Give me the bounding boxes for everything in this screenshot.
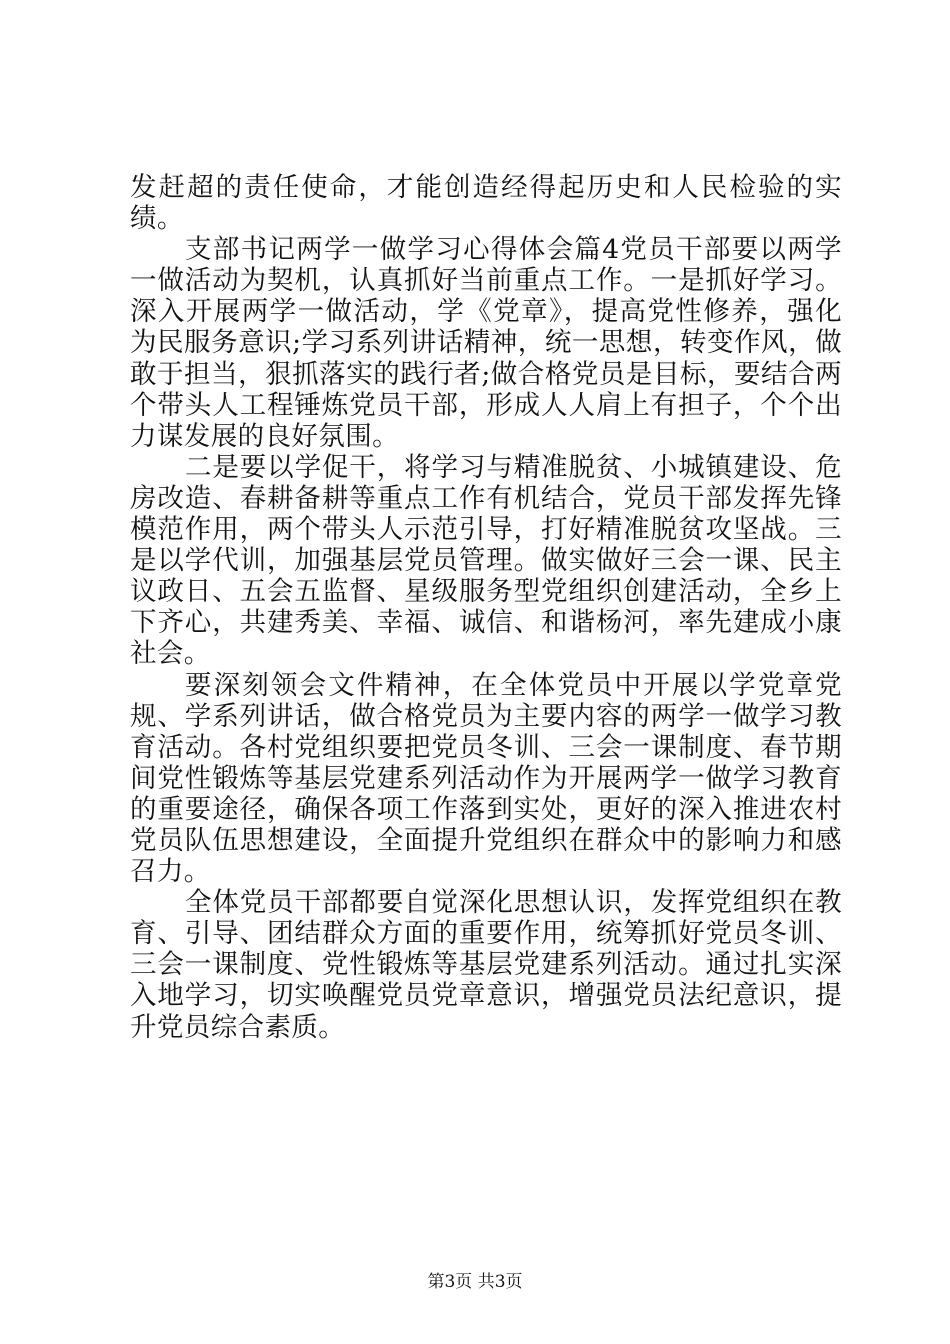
page-footer	[0, 1272, 950, 1292]
paragraph-continuation: 发赶超的责任使命，才能创造经得起历史和人民检验的实绩。	[130, 172, 842, 235]
paragraph-3: 要深刻领会文件精神，在全体党员中开展以学党章党规、学系列讲话，做合格党员为主要内容的两学一做学习教育活动。各村党组织要把党员冬训、三会一课制度、春节期间党性锻炼等基层党建系列活动作为开展两学一做学习教育的重要途径，确保各项工作落到实处，更好的深入推进农村党员队伍思想建设，全面提升党组织在群众中的影响力和感召力。	[130, 669, 842, 888]
paragraph-2: 二是要以学促干，将学习与精准脱贫、小城镇建设、危房改造、春耕备耕等重点工作有机结合，党员干部发挥先锋模范作用，两个带头人示范引导，打好精准脱贫攻坚战。三是以学代训，加强基层党员管理。做实做好三会一课、民主议政日、五会五监督、星级服务型党组织创建活动，全乡上下齐心，共建秀美、幸福、诚信、和谐杨河，率先建成小康社会。	[130, 451, 842, 670]
paragraph-1: 支部书记两学一做学习心得体会篇4党员干部要以两学一做活动为契机，认真抓好当前重点工作。一是抓好学习。深入开展两学一做活动，学《党章》，提高党性修养，强化为民服务意识;学习系列讲话精神，统一思想，转变作风，做敢于担当，狠抓落实的践行者;做合格党员是目标，要结合两个带头人工程锤炼党员干部，形成人人肩上有担子，个个出力谋发展的良好氛围。	[130, 234, 842, 452]
page-number: 第3页 共3页	[427, 1272, 523, 1292]
paragraph-4: 全体党员干部都要自觉深化思想认识，发挥党组织在教育、引导、团结群众方面的重要作用，统筹抓好党员冬训、三会一课制度、党性锻炼等基层党建系列活动。通过扎实深入地学习，切实唤醒党员党章意识，增强党员法纪意识，提升党员综合素质。	[130, 887, 842, 1043]
document-body	[130, 172, 842, 1043]
